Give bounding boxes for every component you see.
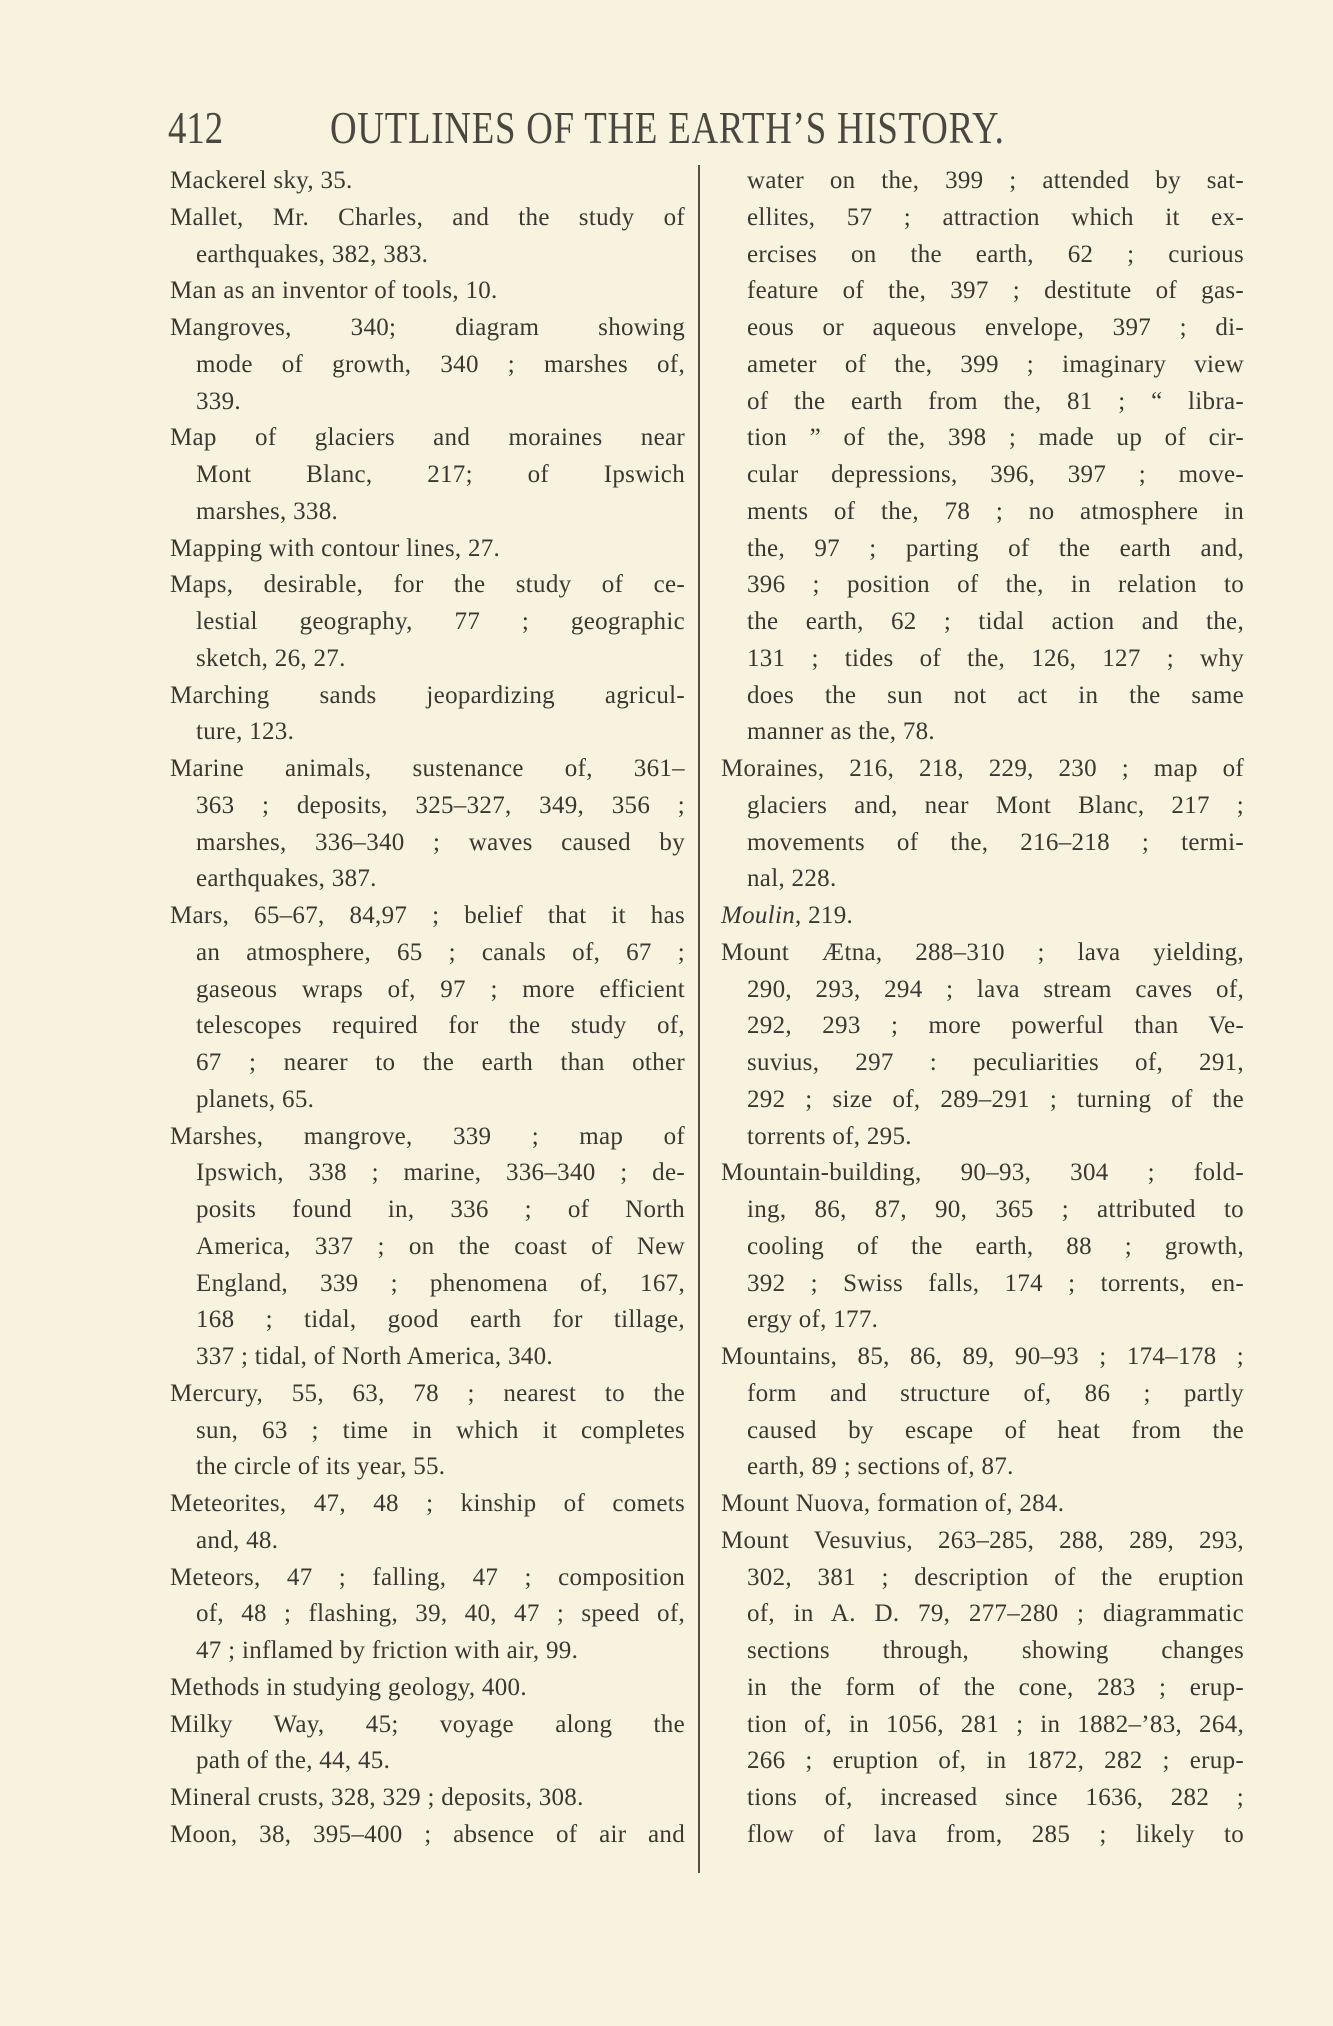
index-entry-line: the, 97 ; parting of the earth and, bbox=[747, 534, 1244, 562]
index-entry-line: Mineral crusts, 328, 329 ; deposits, 308. bbox=[170, 1784, 584, 1811]
index-entry-line: torrents of, 295. bbox=[747, 1122, 912, 1150]
index-entry-line: Maps, desirable, for the study of ce- bbox=[170, 571, 685, 599]
index-entry-line: Mars, 65–67, 84,97 ; belief that it has bbox=[170, 902, 685, 929]
index-entry-line: Methods in studying geology, 400. bbox=[170, 1673, 527, 1701]
index-entry-line: caused by escape of heat from the bbox=[747, 1416, 1244, 1444]
index-entry bbox=[721, 898, 1244, 935]
index-entry bbox=[721, 751, 1244, 898]
index-entry bbox=[170, 751, 685, 898]
index-entry-line: ellites, 57 ; attraction which it ex- bbox=[747, 203, 1244, 231]
index-entry-line: Ipswich, 338 ; marine, 336–340 ; de- bbox=[196, 1159, 685, 1187]
index-entry-line: does the sun not act in the same bbox=[747, 681, 1244, 709]
index-entry bbox=[170, 1560, 685, 1670]
index-entry bbox=[170, 1376, 685, 1486]
index-entry-line: America, 337 ; on the coast of New bbox=[196, 1232, 685, 1260]
index-entry-line: sun, 63 ; time in which it completes bbox=[196, 1416, 685, 1444]
index-entry-line: ture, 123. bbox=[196, 718, 295, 746]
index-entry bbox=[170, 200, 685, 274]
index-entry-line: earth, 89 ; sections of, 87. bbox=[747, 1453, 1014, 1481]
index-entry-line: Mount Ætna, 288–310 ; lava yielding, bbox=[721, 938, 1244, 966]
index-entry bbox=[170, 1817, 685, 1854]
index-entry-line: 292 ; size of, 289–291 ; turning of the bbox=[747, 1085, 1244, 1113]
index-entry-line: 302, 381 ; description of the eruption bbox=[747, 1563, 1244, 1591]
index-entry-line: movements of the, 216–218 ; termi- bbox=[747, 828, 1244, 856]
index-entry-line: ergy of, 177. bbox=[747, 1306, 879, 1334]
index-entry bbox=[170, 531, 685, 568]
index-entry-line: sketch, 26, 27. bbox=[196, 644, 346, 672]
index-entry bbox=[170, 273, 685, 310]
index-entry-line: feature of the, 397 ; destitute of gas- bbox=[747, 277, 1244, 305]
index-entry-line: of, 48 ; flashing, 39, 40, 47 ; speed of, bbox=[196, 1600, 685, 1628]
index-entry-line: of, in A. D. 79, 277–280 ; diagrammatic bbox=[747, 1600, 1244, 1628]
index-entry bbox=[721, 935, 1244, 1156]
index-entry bbox=[170, 1780, 685, 1817]
index-entry-line: water on the, 399 ; attended by sat- bbox=[747, 167, 1244, 194]
entry-heading-italic: Moulin bbox=[721, 902, 796, 929]
index-entry-line: ments of the, 78 ; no atmosphere in bbox=[747, 497, 1244, 525]
index-entry-line: mode of growth, 340 ; marshes of, bbox=[196, 350, 685, 378]
index-entry-line: the circle of its year, 55. bbox=[196, 1453, 446, 1481]
column-divider bbox=[698, 165, 700, 1873]
index-entry-line: Meteorites, 47, 48 ; kinship of comets bbox=[170, 1490, 685, 1517]
index-entry-line: 131 ; tides of the, 126, 127 ; why bbox=[747, 644, 1244, 672]
index-entry-line: Mountain-building, 90–93, 304 ; fold- bbox=[721, 1159, 1244, 1187]
index-entry bbox=[170, 1119, 685, 1376]
index-entry-line: Mackerel sky, 35. bbox=[170, 167, 353, 194]
index-entry bbox=[170, 1486, 685, 1560]
index-entry-line: ameter of the, 399 ; imaginary view bbox=[747, 350, 1244, 378]
index-entry-line: England, 339 ; phenomena of, 167, bbox=[196, 1269, 685, 1297]
index-entry-line: 339. bbox=[196, 387, 241, 415]
index-entry bbox=[721, 1155, 1244, 1339]
index-entry-line: ing, 86, 87, 90, 365 ; attributed to bbox=[747, 1196, 1244, 1223]
index-entry bbox=[721, 1486, 1244, 1523]
index-entry bbox=[170, 567, 685, 677]
index-entry-line: path of the, 44, 45. bbox=[196, 1747, 391, 1775]
index-entry-line: tion of, in 1056, 281 ; in 1882–’83, 264, bbox=[747, 1710, 1244, 1738]
index-entry-line: suvius, 297 : peculiarities of, 291, bbox=[747, 1049, 1244, 1076]
index-entry bbox=[170, 1670, 685, 1707]
index-entry bbox=[721, 1523, 1244, 1854]
index-entry-line: 67 ; nearer to the earth than other bbox=[196, 1049, 685, 1076]
index-entry-line: an atmosphere, 65 ; canals of, 67 ; bbox=[196, 938, 685, 966]
index-entry-line: telescopes required for the study of, bbox=[196, 1012, 685, 1040]
index-entry-line: glaciers and, near Mont Blanc, 217 ; bbox=[747, 791, 1244, 819]
index-entry-line: 392 ; Swiss falls, 174 ; torrents, en- bbox=[747, 1269, 1244, 1297]
index-entry-line: form and structure of, 86 ; partly bbox=[747, 1379, 1244, 1407]
index-entry-line: and, 48. bbox=[196, 1526, 279, 1554]
index-entry-line: tions of, increased since 1636, 282 ; bbox=[747, 1784, 1244, 1811]
index-entry-line: Mangroves, 340; diagram showing bbox=[170, 314, 685, 341]
running-head-title: OUTLINES OF THE EARTH’S HISTORY. bbox=[330, 102, 1005, 153]
index-entry bbox=[170, 678, 685, 752]
index-entry-line: sections through, showing changes bbox=[747, 1637, 1244, 1664]
index-entry-line: Mapping with contour lines, 27. bbox=[170, 534, 501, 562]
index-entry bbox=[170, 310, 685, 420]
index-entry-line: Mercury, 55, 63, 78 ; nearest to the bbox=[170, 1379, 685, 1407]
index-entry-line: Moon, 38, 395–400 ; absence of air and bbox=[170, 1820, 685, 1848]
entry-text: , 219. bbox=[795, 902, 854, 929]
index-entry-line: eous or aqueous envelope, 397 ; di- bbox=[747, 314, 1244, 341]
index-entry-line: Marshes, mangrove, 339 ; map of bbox=[170, 1122, 685, 1150]
index-entry-line: Mount Nuova, formation of, 284. bbox=[721, 1490, 1065, 1517]
index-entry bbox=[170, 1707, 685, 1781]
index-entry-line: lestial geography, 77 ; geographic bbox=[196, 608, 685, 635]
index-entry-line: Mont Blanc, 217; of Ipswich bbox=[196, 461, 685, 488]
index-entry-line: manner as the, 78. bbox=[747, 718, 935, 746]
index-entry-line: cooling of the earth, 88 ; growth, bbox=[747, 1232, 1244, 1260]
index-entry-line: marshes, 338. bbox=[196, 497, 339, 525]
index-entry-line: tion ” of the, 398 ; made up of cir- bbox=[747, 424, 1244, 452]
index-entry-line: 292, 293 ; more powerful than Ve- bbox=[747, 1012, 1244, 1040]
index-entry-line bbox=[721, 898, 1244, 935]
index-entry-line: 168 ; tidal, good earth for tillage, bbox=[196, 1306, 685, 1334]
index-entry-line: cular depressions, 396, 397 ; move- bbox=[747, 461, 1244, 488]
index-entry-line: Milky Way, 45; voyage along the bbox=[170, 1710, 685, 1738]
index-entry-line: Marching sands jeopardizing agricul- bbox=[170, 681, 685, 709]
index-entry bbox=[170, 898, 685, 1119]
index-entry bbox=[170, 420, 685, 530]
index-entry-line: Meteors, 47 ; falling, 47 ; composition bbox=[170, 1563, 685, 1591]
index-entry-line: in the form of the cone, 283 ; erup- bbox=[747, 1673, 1244, 1701]
index-entry-line: 363 ; deposits, 325–327, 349, 356 ; bbox=[196, 791, 685, 819]
index-entry-line: 47 ; inflamed by friction with air, 99. bbox=[196, 1637, 579, 1664]
index-entry-line: Mallet, Mr. Charles, and the study of bbox=[170, 203, 685, 231]
index-column-left bbox=[170, 163, 685, 1854]
index-entry-line: flow of lava from, 285 ; likely to bbox=[747, 1820, 1244, 1848]
index-entry-line: planets, 65. bbox=[196, 1085, 315, 1113]
index-entry-line: Man as an inventor of tools, 10. bbox=[170, 277, 498, 305]
index-entry-line: 290, 293, 294 ; lava stream caves of, bbox=[747, 975, 1244, 1003]
index-entry-line: ercises on the earth, 62 ; curious bbox=[747, 240, 1244, 268]
index-column-right bbox=[721, 163, 1244, 1854]
index-entry-line: earthquakes, 382, 383. bbox=[196, 240, 429, 268]
index-entry-line: Map of glaciers and moraines near bbox=[170, 424, 685, 452]
page-number: 412 bbox=[168, 102, 224, 153]
index-entry-line: 337 ; tidal, of North America, 340. bbox=[196, 1343, 553, 1370]
index-entry-line: marshes, 336–340 ; waves caused by bbox=[196, 828, 685, 856]
index-entry-line: 266 ; eruption of, in 1872, 282 ; erup- bbox=[747, 1747, 1244, 1775]
index-entry-line: posits found in, 336 ; of North bbox=[196, 1196, 685, 1223]
index-entry-line: gaseous wraps of, 97 ; more efficient bbox=[196, 975, 685, 1003]
index-entry-line: earthquakes, 387. bbox=[196, 865, 377, 893]
index-entry bbox=[721, 1339, 1244, 1486]
index-entry-line: Mountains, 85, 86, 89, 90–93 ; 174–178 ; bbox=[721, 1343, 1244, 1370]
index-entry-line: Moraines, 216, 218, 229, 230 ; map of bbox=[721, 755, 1244, 782]
index-entry-line: of the earth from the, 81 ; “ libra- bbox=[747, 387, 1244, 415]
index-entry bbox=[721, 163, 1244, 751]
index-entry-line: nal, 228. bbox=[747, 865, 837, 893]
index-entry-line: 396 ; position of the, in relation to bbox=[747, 571, 1244, 599]
index-entry-line: the earth, 62 ; tidal action and the, bbox=[747, 608, 1244, 635]
index-entry-line: Marine animals, sustenance of, 361– bbox=[170, 755, 685, 782]
index-entry-line: Mount Vesuvius, 263–285, 288, 289, 293, bbox=[721, 1526, 1244, 1554]
index-entry bbox=[170, 163, 685, 200]
